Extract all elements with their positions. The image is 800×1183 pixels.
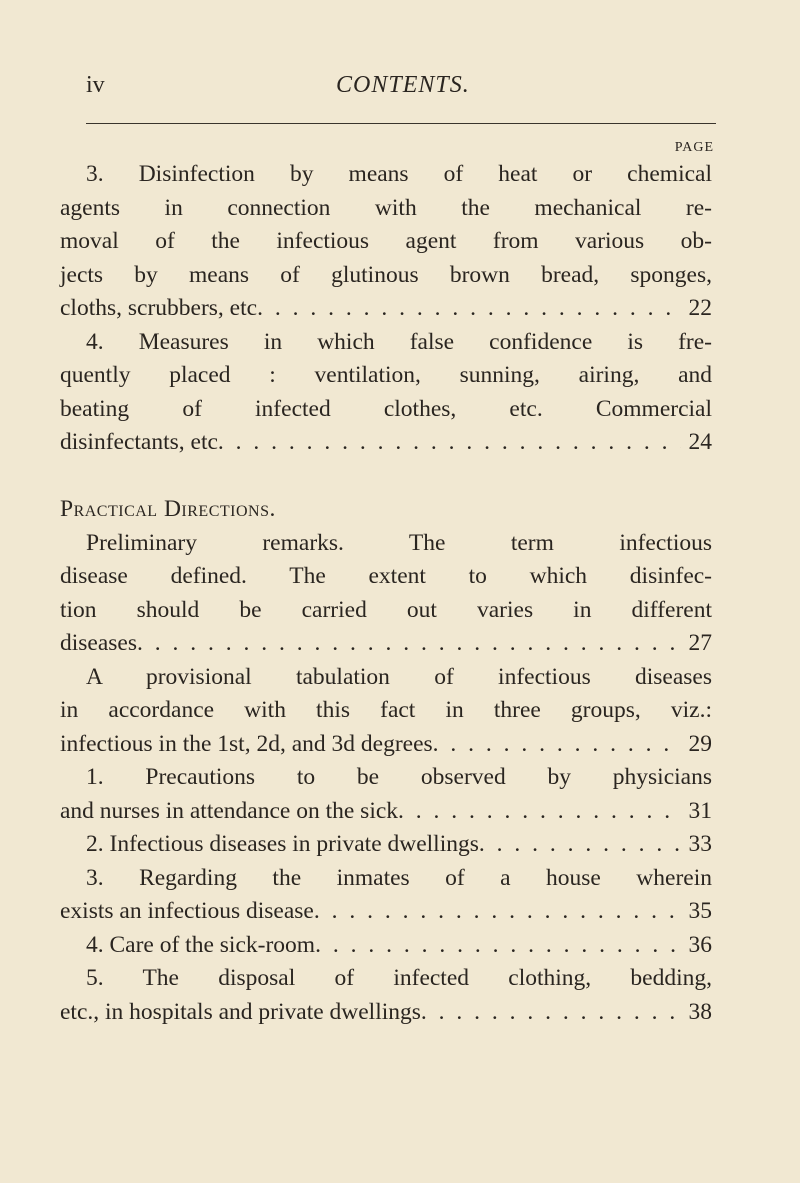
entry-final-line	[60, 292, 712, 326]
contents-entry	[60, 929, 712, 963]
entry-final-text: disinfectants, etc	[60, 429, 218, 455]
entry-text-line: A provisional tabulation of infectious diseases	[86, 663, 712, 690]
entry-text-line: in accordance with this fact in three groups, viz.:	[60, 697, 712, 723]
entry-final-line	[60, 627, 712, 661]
entry-final-text: and nurses in attendance on the sick	[60, 797, 399, 824]
page-number: 22	[688, 295, 712, 321]
entry-final-text: diseases	[60, 630, 138, 656]
contents-entry	[60, 761, 712, 828]
entry-text-line: tion should be carried out varies in different	[60, 596, 712, 623]
dot-leader	[314, 895, 681, 929]
header-rule	[86, 123, 716, 124]
contents-body	[60, 158, 712, 1029]
contents-entry	[60, 326, 712, 460]
entry-final-text: etc., in hospitals and private dwellings	[60, 998, 421, 1025]
contents-entry	[60, 661, 712, 762]
dot-leader	[137, 627, 680, 661]
page-number: 38	[688, 998, 712, 1025]
dot-leader	[315, 929, 680, 963]
entry-text-line: 3. Disinfection by means of heat or chemical	[86, 161, 712, 187]
contents-entries-top	[60, 158, 712, 460]
dot-leader	[433, 728, 681, 762]
dot-leader	[218, 426, 681, 460]
page-column-label: PAGE	[674, 140, 714, 155]
dot-leader	[421, 996, 681, 1030]
entry-final-line	[60, 828, 712, 862]
dot-leader	[257, 292, 680, 326]
entry-final-text: 2. Infectious diseases in private dwellings	[86, 831, 479, 857]
contents-entry	[60, 828, 712, 862]
page-number: 33	[688, 831, 712, 857]
contents-entry	[60, 158, 712, 326]
contents-entry	[60, 527, 712, 661]
contents-entry	[60, 862, 712, 929]
dot-leader	[479, 828, 681, 862]
entry-text-line: disease defined. The extent to which disinfec-	[60, 563, 712, 589]
page-number: 31	[688, 797, 712, 824]
page-number: 27	[688, 630, 712, 656]
entry-text-line: quently placed : ventilation, sunning, airing, and	[60, 362, 712, 388]
entry-text-line: jects by means of glutinous brown bread, sponges,	[60, 261, 712, 288]
entry-text-line: agents in connection with the mechanical re-	[60, 194, 712, 221]
entry-final-line	[60, 895, 712, 929]
page-number: 35	[688, 898, 712, 924]
entry-text-line: beating of infected clothes, etc. Commercial	[60, 395, 712, 422]
entry-final-line	[60, 795, 712, 829]
section-heading: Practical Directions.	[60, 496, 276, 522]
entry-final-line	[60, 426, 712, 460]
page-number: 29	[688, 730, 712, 757]
entry-text-line: Preliminary remarks. The term infectious	[86, 529, 712, 556]
entry-final-line	[60, 996, 712, 1030]
page-folio: iv	[86, 72, 105, 98]
entry-final-line	[60, 929, 712, 963]
dot-leader	[398, 795, 680, 829]
contents-entry	[60, 962, 712, 1029]
page-number: 24	[688, 429, 712, 455]
entry-text-line: 4. Measures in which false confidence is fre-	[86, 328, 712, 355]
entry-text-line: moval of the infectious agent from various ob-	[60, 228, 712, 254]
running-head-title: CONTENTS.	[336, 72, 470, 98]
entry-final-text: exists an infectious disease	[60, 898, 314, 924]
entry-final-text: infectious in the 1st, 2d, and 3d degrees	[60, 730, 433, 757]
page-number: 36	[688, 931, 712, 958]
entry-text-line: 3. Regarding the inmates of a house wherein	[86, 864, 712, 891]
entry-final-text: cloths, scrubbers, etc	[60, 295, 258, 321]
running-head	[86, 72, 712, 112]
contents-entries-practical-directions	[60, 527, 712, 1030]
entry-final-text: 4. Care of the sick-room	[86, 931, 316, 958]
entry-final-line	[60, 728, 712, 762]
entry-text-line: 1. Precautions to be observed by physicians	[86, 764, 712, 790]
entry-text-line: 5. The disposal of infected clothing, bedding,	[86, 965, 712, 991]
